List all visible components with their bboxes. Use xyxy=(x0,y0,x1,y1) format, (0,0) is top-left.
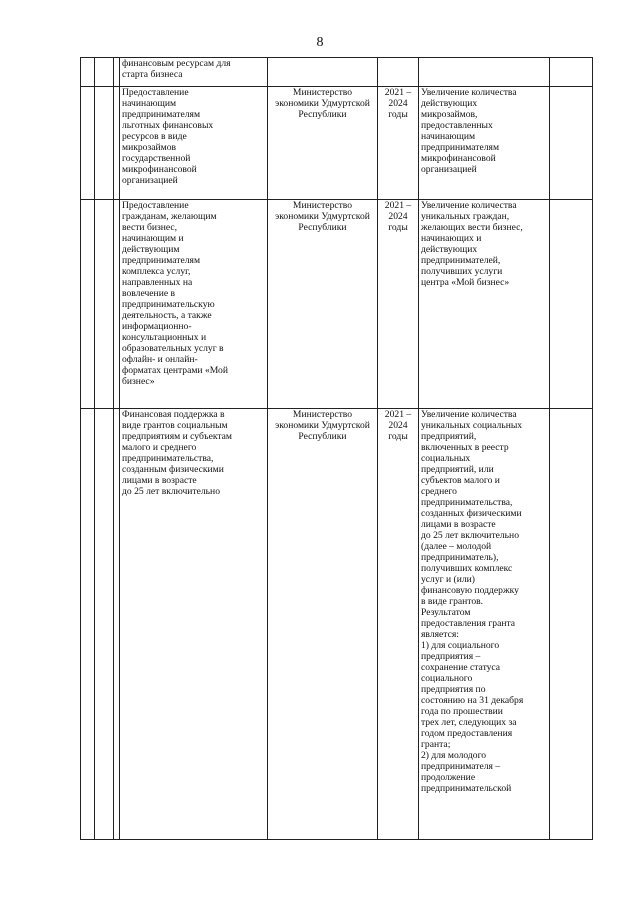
cell-index-a xyxy=(81,409,95,840)
period-cell: 2021 – 2024 годы xyxy=(378,87,419,200)
cell-index-a xyxy=(81,200,95,409)
note-cell xyxy=(550,58,593,87)
activity-cell: Предоставление гражданам, желающим вести бизнес, начинающим и действующим предпринимателям комплекса услуг, направленных на вовлечение в предпринимательскую деятельность, а также информационно- консультационных и образовательных услуг в офлайн- и онлайн- форматах центрами «Мой бизнес» xyxy=(120,200,268,409)
table-row xyxy=(81,409,593,840)
activity-cell: финансовым ресурсам для старта бизнеса xyxy=(120,58,268,87)
period-cell: 2021 – 2024 годы xyxy=(378,409,419,840)
executor-cell: Министерство экономики Удмуртской Республики xyxy=(268,409,378,840)
executor-cell: Министерство экономики Удмуртской Республики xyxy=(268,200,378,409)
cell-index-b xyxy=(95,58,114,87)
note-cell xyxy=(550,200,593,409)
activity-cell: Финансовая поддержка в виде грантов социальным предприятиям и субъектам малого и среднего предпринимательства, созданным физическими лицами в возрасте до 25 лет включительно xyxy=(120,409,268,840)
table-row xyxy=(81,58,593,87)
cell-index-a xyxy=(81,58,95,87)
result-cell: Увеличение количества уникальных граждан, желающих вести бизнес, начинающих и действующих предпринимателей, получивших услуги центра «Мой бизнес» xyxy=(419,200,550,409)
cell-index-a xyxy=(81,87,95,200)
cell-index-b xyxy=(95,200,114,409)
page-number: 8 xyxy=(316,35,324,50)
activity-cell: Предоставление начинающим предпринимателям льготных финансовых ресурсов в виде микрозаймов государственной микрофинансовой организацией xyxy=(120,87,268,200)
table-row xyxy=(81,87,593,200)
cell-index-b xyxy=(95,87,114,200)
measures-table xyxy=(80,57,593,840)
result-cell xyxy=(419,58,550,87)
period-cell: 2021 – 2024 годы xyxy=(378,200,419,409)
period-cell xyxy=(378,58,419,87)
note-cell xyxy=(550,409,593,840)
executor-cell xyxy=(268,58,378,87)
cell-index-b xyxy=(95,409,114,840)
executor-cell: Министерство экономики Удмуртской Республики xyxy=(268,87,378,200)
note-cell xyxy=(550,87,593,200)
table-row xyxy=(81,200,593,409)
result-cell: Увеличение количества действующих микрозаймов, предоставленных начинающим предпринимателям микрофинансовой организацией xyxy=(419,87,550,200)
result-cell: Увеличение количества уникальных социальных предприятий, включенных в реестр социальных предприятий, или субъектов малого и среднего предпринимательства, созданных физическими лицами в возрасте до 25 лет включительно (далее – молодой предприниматель), получивших комплекс услуг и (или) финансовую поддержку в виде грантов. Результатом предоставления гранта является: 1) для социального предприятия – сохранение статуса социального предприятия по состоянию на 31 декабря года по прошествии трех лет, следующих за годом предоставления гранта; 2) для молодого предпринимателя – продолжение предпринимательской xyxy=(419,409,550,840)
